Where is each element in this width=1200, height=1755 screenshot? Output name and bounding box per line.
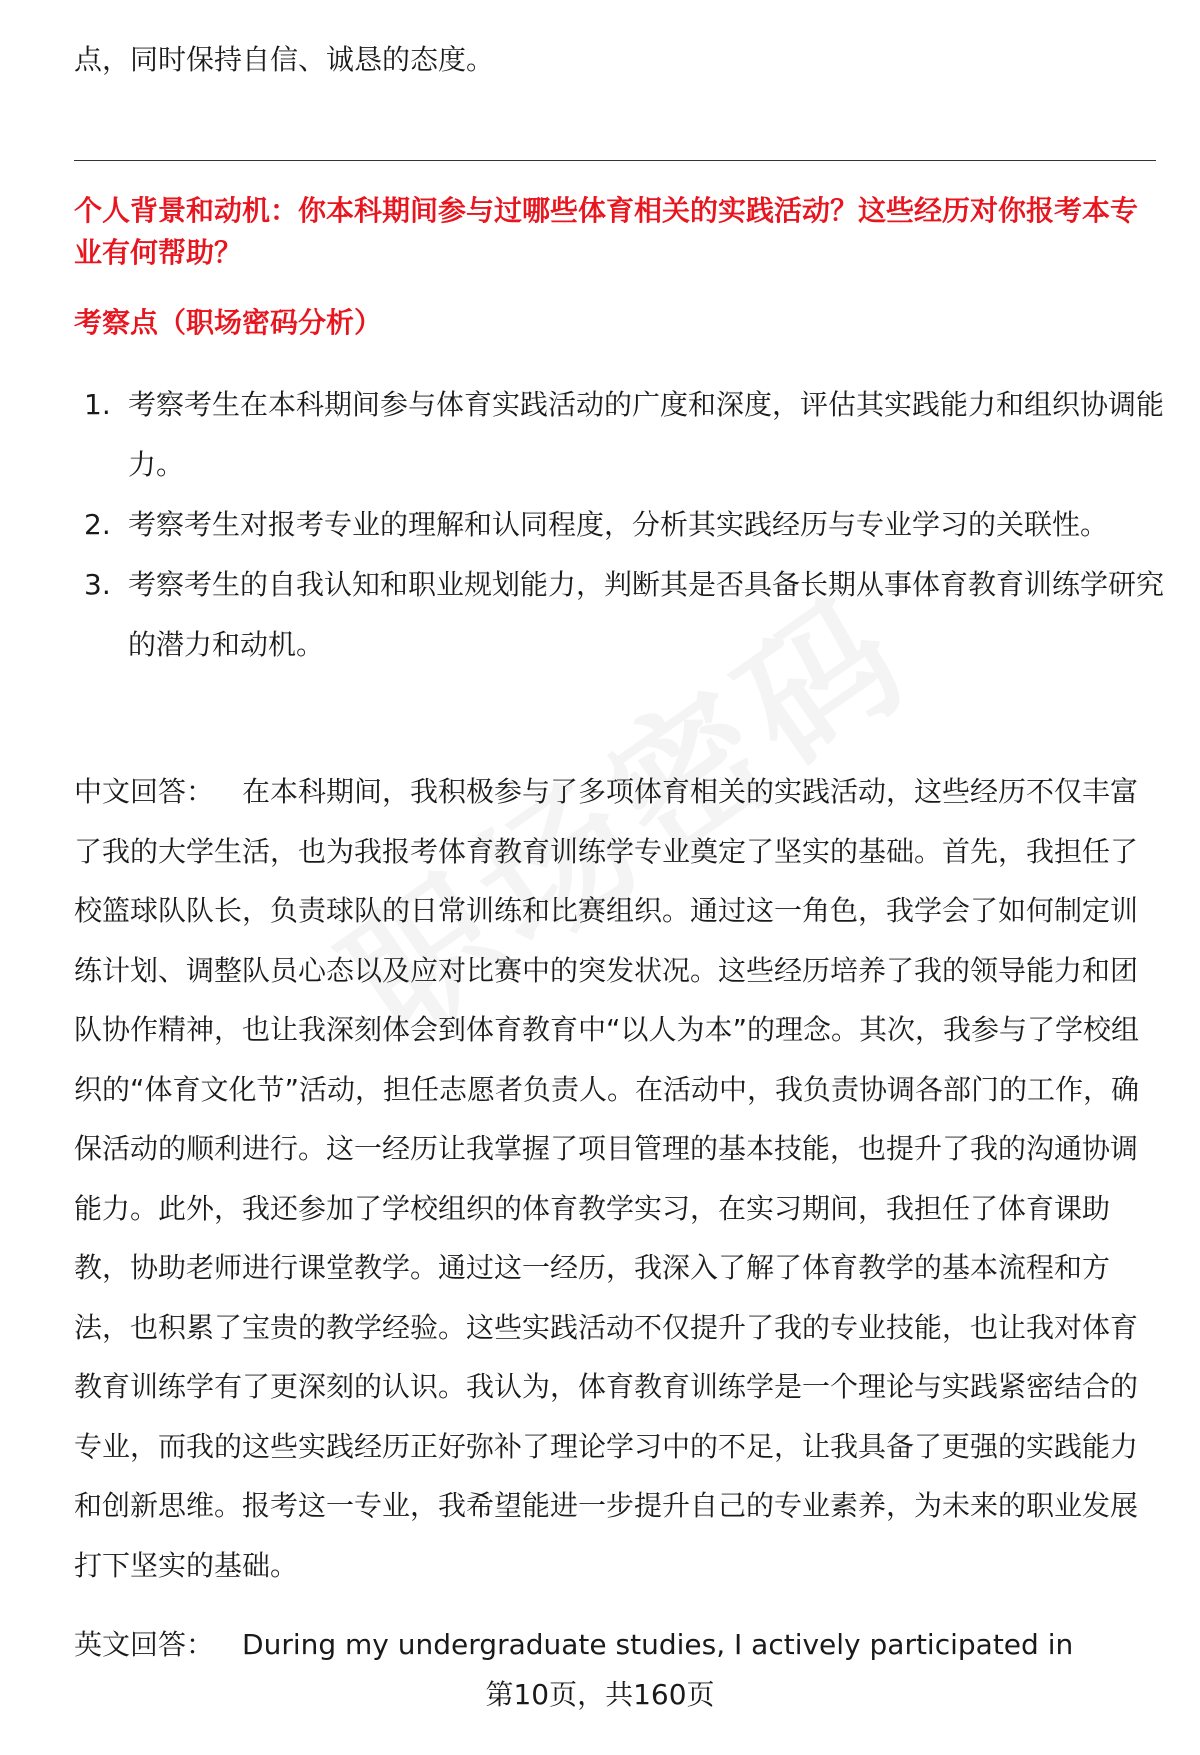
analysis-points-list xyxy=(74,375,1164,675)
list-item xyxy=(74,555,1164,675)
english-answer-text: During my undergraduate studies, I actively participated in xyxy=(242,1628,1074,1661)
english-answer xyxy=(74,1625,1164,1665)
chinese-answer-label: 中文回答： xyxy=(74,775,215,808)
list-item xyxy=(74,375,1164,495)
page-number-footer: 第10页，共160页 xyxy=(485,1678,715,1711)
question-heading: 个人背景和动机：你本科期间参与过哪些体育相关的实践活动？这些经历对你报考本专业有何帮助？ xyxy=(74,194,1139,269)
analysis-title: 考察点（职场密码分析） xyxy=(74,306,383,339)
continuation-text: 点，同时保持自信、诚恳的态度。 xyxy=(74,43,495,76)
section-divider xyxy=(74,160,1156,161)
list-item-text: 考察考生在本科期间参与体育实践活动的广度和深度，评估其实践能力和组织协调能力。 xyxy=(128,388,1165,481)
list-item-number: 2. xyxy=(84,508,111,541)
chinese-answer-text: 在本科期间，我积极参与了多项体育相关的实践活动，这些经历不仅丰富了我的大学生活，也为我报考体育教育训练学专业奠定了坚实的基础。首先，我担任了校篮球队队长，负责球队的日常训练和比赛组织。通过这一角色，我学会了如何制定训练计划、调整队员心态以及应对比赛中的突发状况。这些经历培养了我的领导能力和团队协作精神，也让我深刻体会到体育教育中“以人为本”的理念。其次，我参与了学校组织的“体育文化节”活动，担任志愿者负责人。在活动中，我负责协调各部门的工作，确保活动的顺利进行。这一经历让我掌握了项目管理的基本技能，也提升了我的沟通协调能力。此外，我还参加了学校组织的体育教学实习，在实习期间，我担任了体育课助教，协助老师进行课堂教学。通过这一经历，我深入了解了体育教学的基本流程和方法，也积累了宝贵的教学经验。这些实践活动不仅提升了我的专业技能，也让我对体育教育训练学有了更深刻的认识。我认为，体育教育训练学是一个理论与实践紧密结合的专业，而我的这些实践经历正好弥补了理论学习中的不足，让我具备了更强的实践能力和创新思维。报考这一专业，我希望能进一步提升自己的专业素养，为未来的职业发展打下坚实的基础。 xyxy=(74,775,1140,1582)
list-item-text: 考察考生对报考专业的理解和认同程度，分析其实践经历与专业学习的关联性。 xyxy=(128,508,1109,541)
list-item-number: 3. xyxy=(84,568,111,601)
chinese-answer xyxy=(74,762,1164,1595)
list-item-text: 考察考生的自我认知和职业规划能力，判断其是否具备长期从事体育教育训练学研究的潜力和动机。 xyxy=(128,568,1165,661)
english-answer-label: 英文回答： xyxy=(74,1628,215,1661)
list-item-number: 1. xyxy=(84,388,111,421)
list-item xyxy=(74,495,1164,555)
